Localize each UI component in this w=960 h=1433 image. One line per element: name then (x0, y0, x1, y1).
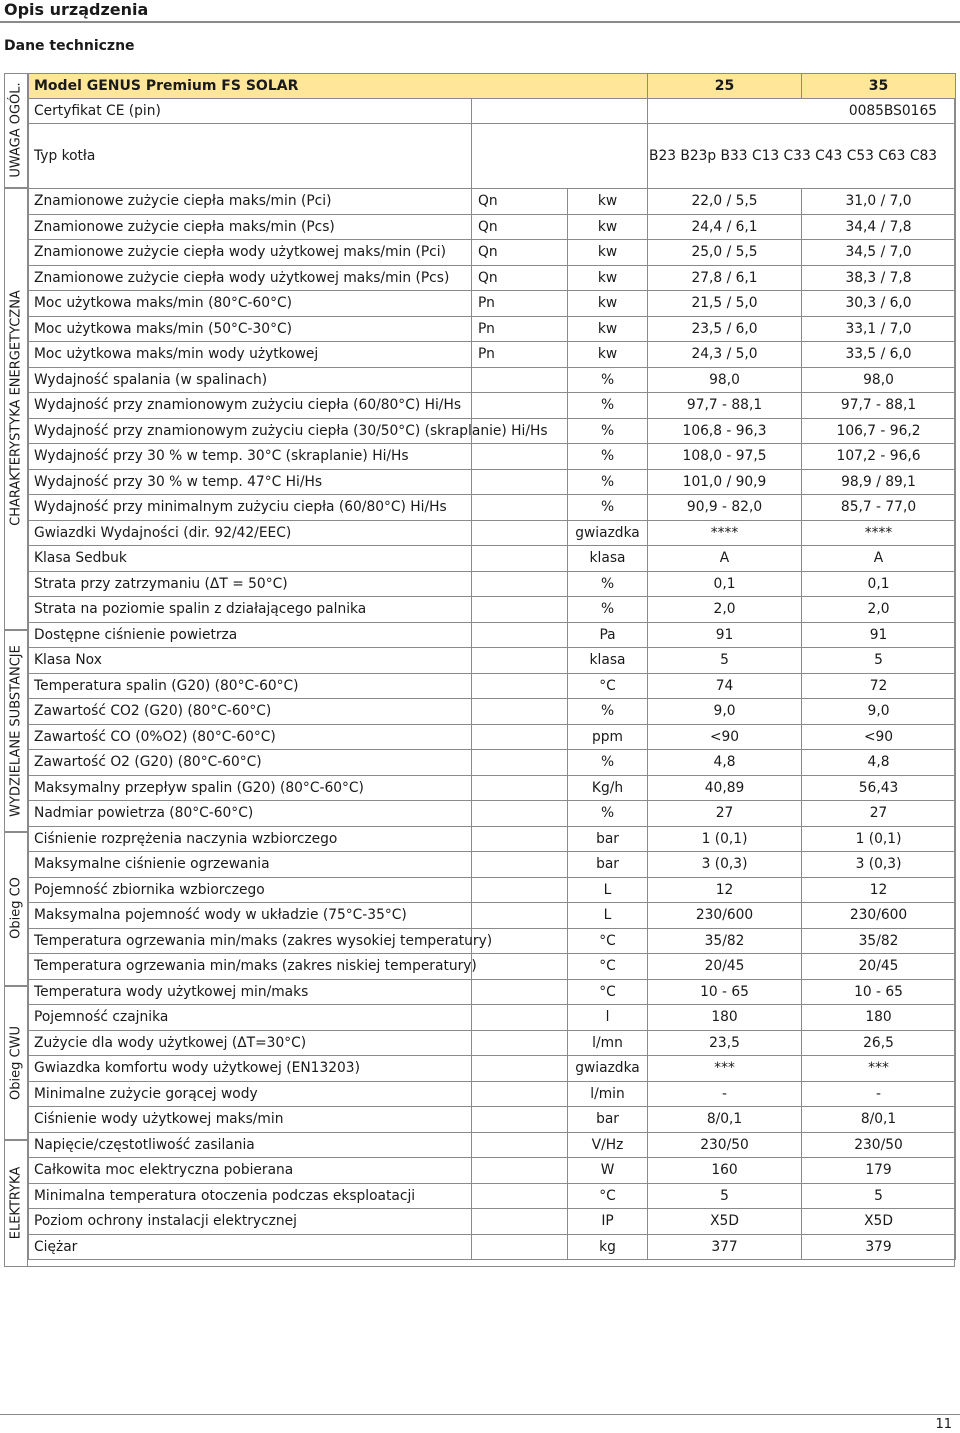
symbol-cell (472, 775, 568, 801)
model-35-header: 35 (802, 74, 956, 99)
boiler-type-value: B23 B23p B33 C13 C33 C43 C53 C63 C83 (648, 124, 956, 189)
parameter-cell: Maksymalna pojemność wody w układzie (75°C-35°C) (29, 903, 472, 929)
value-25-cell: 24,4 / 6,1 (648, 214, 802, 240)
table-row (29, 367, 956, 393)
unit-cell: bar (568, 852, 648, 878)
value-25-cell: 180 (648, 1005, 802, 1031)
parameter-cell: Strata na poziomie spalin z działającego palnika (29, 597, 472, 623)
parameter-cell: Minimalna temperatura otoczenia podczas eksploatacji (29, 1183, 472, 1209)
symbol-cell: Qn (472, 265, 568, 291)
unit-cell: kw (568, 214, 648, 240)
parameter-cell: Klasa Sedbuk (29, 546, 472, 572)
symbol-cell (472, 520, 568, 546)
value-35-cell: 12 (802, 877, 956, 903)
symbol-cell (472, 1209, 568, 1235)
parameter-cell: Temperatura ogrzewania min/maks (zakres niskiej temperatury) (29, 954, 472, 980)
symbol-cell (472, 1030, 568, 1056)
table-row (29, 316, 956, 342)
table-row (29, 291, 956, 317)
table-row (29, 520, 956, 546)
table-row (29, 852, 956, 878)
symbol-cell (472, 1132, 568, 1158)
value-35-cell: 98,9 / 89,1 (802, 469, 956, 495)
value-25-cell: 90,9 - 82,0 (648, 495, 802, 521)
parameter-cell: Znamionowe zużycie ciepła wody użytkowej maks/min (Pcs) (29, 265, 472, 291)
value-35-cell: 5 (802, 1183, 956, 1209)
value-35-cell: 5 (802, 648, 956, 674)
value-35-cell: X5D (802, 1209, 956, 1235)
value-35-cell: 56,43 (802, 775, 956, 801)
table-row (29, 724, 956, 750)
value-35-cell: 35/82 (802, 928, 956, 954)
value-35-cell: 0,1 (802, 571, 956, 597)
value-35-cell: 38,3 / 7,8 (802, 265, 956, 291)
unit-cell: l (568, 1005, 648, 1031)
table-row (29, 673, 956, 699)
symbol-cell (472, 571, 568, 597)
unit-cell: % (568, 495, 648, 521)
symbol-cell (472, 699, 568, 725)
footer-divider (0, 1414, 960, 1415)
value-35-cell: 98,0 (802, 367, 956, 393)
symbol-cell (472, 750, 568, 776)
table-row (29, 954, 956, 980)
symbol-cell (472, 367, 568, 393)
parameter-cell: Maksymalne ciśnienie ogrzewania (29, 852, 472, 878)
value-25-cell: 230/50 (648, 1132, 802, 1158)
value-35-cell: 72 (802, 673, 956, 699)
symbol-cell (472, 1234, 568, 1260)
value-35-cell: 107,2 - 96,6 (802, 444, 956, 470)
boiler-type-label: Typ kotła (29, 124, 472, 189)
parameter-cell: Dostępne ciśnienie powietrza (29, 622, 472, 648)
symbol-cell (472, 648, 568, 674)
unit-cell: bar (568, 1107, 648, 1133)
parameter-cell: Wydajność spalania (w spalinach) (29, 367, 472, 393)
table-row (29, 444, 956, 470)
value-25-cell: 2,0 (648, 597, 802, 623)
unit-cell: L (568, 903, 648, 929)
table-row (29, 342, 956, 368)
symbol-cell: Qn (472, 189, 568, 215)
unit-cell: klasa (568, 546, 648, 572)
value-35-cell: 33,1 / 7,0 (802, 316, 956, 342)
parameter-cell: Gwiazdki Wydajności (dir. 92/42/EEC) (29, 520, 472, 546)
symbol-cell (472, 444, 568, 470)
symbol-cell (472, 546, 568, 572)
symbol-cell (472, 495, 568, 521)
parameter-cell: Nadmiar powietrza (80°C-60°C) (29, 801, 472, 827)
table-row (29, 240, 956, 266)
table-row (29, 546, 956, 572)
parameter-cell: Wydajność przy 30 % w temp. 30°C (skraplanie) Hi/Hs (29, 444, 472, 470)
value-25-cell: 8/0,1 (648, 1107, 802, 1133)
value-25-cell: **** (648, 520, 802, 546)
table-row (29, 775, 956, 801)
boiler-type-row (29, 124, 956, 189)
value-35-cell: 379 (802, 1234, 956, 1260)
unit-cell: % (568, 393, 648, 419)
value-35-cell: 33,5 / 6,0 (802, 342, 956, 368)
value-25-cell: 101,0 / 90,9 (648, 469, 802, 495)
value-25-cell: 230/600 (648, 903, 802, 929)
value-25-cell: 106,8 - 96,3 (648, 418, 802, 444)
parameter-cell: Temperatura wody użytkowej min/maks (29, 979, 472, 1005)
symbol-cell (472, 1107, 568, 1133)
section-label-general: UWAGA OGÓL. (8, 82, 24, 178)
parameter-cell: Ciężar (29, 1234, 472, 1260)
value-35-cell: *** (802, 1056, 956, 1082)
technical-data-table (28, 73, 956, 1260)
parameter-cell: Temperatura ogrzewania min/maks (zakres wysokiej temperatury) (29, 928, 472, 954)
value-35-cell: 30,3 / 6,0 (802, 291, 956, 317)
value-35-cell: 97,7 - 88,1 (802, 393, 956, 419)
parameter-cell: Poziom ochrony instalacji elektrycznej (29, 1209, 472, 1235)
value-25-cell: 377 (648, 1234, 802, 1260)
parameter-cell: Gwiazdka komfortu wody użytkowej (EN13203) (29, 1056, 472, 1082)
symbol-cell (472, 903, 568, 929)
unit-cell: % (568, 418, 648, 444)
parameter-cell: Moc użytkowa maks/min (50°C-30°C) (29, 316, 472, 342)
parameter-cell: Ciśnienie rozprężenia naczynia wzbiorczego (29, 826, 472, 852)
page-number: 11 (935, 1417, 952, 1432)
value-35-cell: 31,0 / 7,0 (802, 189, 956, 215)
value-35-cell: <90 (802, 724, 956, 750)
value-35-cell: 230/50 (802, 1132, 956, 1158)
unit-cell: % (568, 597, 648, 623)
table-row (29, 1183, 956, 1209)
table-row (29, 1209, 956, 1235)
value-25-cell: 74 (648, 673, 802, 699)
symbol-cell (472, 1183, 568, 1209)
symbol-cell (472, 877, 568, 903)
table-row (29, 979, 956, 1005)
unit-cell: ppm (568, 724, 648, 750)
certificate-value: 0085BS0165 (648, 99, 956, 124)
symbol-cell (472, 469, 568, 495)
unit-cell: IP (568, 1209, 648, 1235)
parameter-cell: Napięcie/częstotliwość zasilania (29, 1132, 472, 1158)
value-25-cell: 108,0 - 97,5 (648, 444, 802, 470)
value-25-cell: 35/82 (648, 928, 802, 954)
table-row (29, 699, 956, 725)
value-35-cell: 20/45 (802, 954, 956, 980)
unit-cell: W (568, 1158, 648, 1184)
unit-cell: % (568, 469, 648, 495)
unit-cell: gwiazdka (568, 520, 648, 546)
value-35-cell: 27 (802, 801, 956, 827)
value-35-cell: 9,0 (802, 699, 956, 725)
parameter-cell: Temperatura spalin (G20) (80°C-60°C) (29, 673, 472, 699)
value-25-cell: 0,1 (648, 571, 802, 597)
value-25-cell: 27,8 / 6,1 (648, 265, 802, 291)
value-25-cell: A (648, 546, 802, 572)
value-35-cell: - (802, 1081, 956, 1107)
symbol-cell (472, 1056, 568, 1082)
symbol-cell: Qn (472, 214, 568, 240)
unit-cell: kw (568, 342, 648, 368)
value-25-cell: 23,5 (648, 1030, 802, 1056)
table-row (29, 1234, 956, 1260)
unit-cell: Pa (568, 622, 648, 648)
table-row (29, 928, 956, 954)
parameter-cell: Maksymalny przepływ spalin (G20) (80°C-60°C) (29, 775, 472, 801)
value-35-cell: 230/600 (802, 903, 956, 929)
certificate-label: Certyfikat CE (pin) (29, 99, 472, 124)
unit-cell: °C (568, 1183, 648, 1209)
table-row (29, 214, 956, 240)
unit-cell: % (568, 444, 648, 470)
unit-cell: °C (568, 979, 648, 1005)
table-row (29, 571, 956, 597)
certificate-row (29, 99, 956, 124)
value-35-cell: 2,0 (802, 597, 956, 623)
value-35-cell: 106,7 - 96,2 (802, 418, 956, 444)
symbol-cell (472, 852, 568, 878)
parameter-cell: Moc użytkowa maks/min (80°C-60°C) (29, 291, 472, 317)
value-25-cell: 25,0 / 5,5 (648, 240, 802, 266)
model-25-header: 25 (648, 74, 802, 99)
parameter-cell: Wydajność przy znamionowym zużyciu ciepła (30/50°C) (skraplanie) Hi/Hs (29, 418, 472, 444)
table-row (29, 903, 956, 929)
symbol-cell (472, 673, 568, 699)
table-row (29, 597, 956, 623)
value-25-cell: 4,8 (648, 750, 802, 776)
symbol-cell (472, 826, 568, 852)
unit-cell: gwiazdka (568, 1056, 648, 1082)
value-35-cell: A (802, 546, 956, 572)
table-row (29, 1107, 956, 1133)
value-25-cell: 98,0 (648, 367, 802, 393)
value-25-cell: 24,3 / 5,0 (648, 342, 802, 368)
value-35-cell: 10 - 65 (802, 979, 956, 1005)
parameter-cell: Klasa Nox (29, 648, 472, 674)
table-row (29, 826, 956, 852)
parameter-cell: Zużycie dla wody użytkowej (ΔT=30°C) (29, 1030, 472, 1056)
table-row (29, 1056, 956, 1082)
unit-cell: kw (568, 265, 648, 291)
value-25-cell: 21,5 / 5,0 (648, 291, 802, 317)
parameter-cell: Minimalne zużycie gorącej wody (29, 1081, 472, 1107)
parameter-cell: Ciśnienie wody użytkowej maks/min (29, 1107, 472, 1133)
value-35-cell: 91 (802, 622, 956, 648)
unit-cell: °C (568, 928, 648, 954)
parameter-cell: Wydajność przy minimalnym zużyciu ciepła (60/80°C) Hi/Hs (29, 495, 472, 521)
value-25-cell: 5 (648, 648, 802, 674)
unit-cell: l/min (568, 1081, 648, 1107)
value-25-cell: - (648, 1081, 802, 1107)
value-25-cell: 20/45 (648, 954, 802, 980)
value-25-cell: 3 (0,3) (648, 852, 802, 878)
section-label-emissions: WYDZIELANE SUBSTANCJE (8, 645, 24, 817)
value-25-cell: 22,0 / 5,5 (648, 189, 802, 215)
unit-cell: kw (568, 189, 648, 215)
table-row (29, 1158, 956, 1184)
unit-cell: % (568, 367, 648, 393)
model-label: Model GENUS Premium FS SOLAR (29, 74, 648, 99)
value-25-cell: 1 (0,1) (648, 826, 802, 852)
value-35-cell: 1 (0,1) (802, 826, 956, 852)
symbol-cell: Pn (472, 316, 568, 342)
table-row (29, 265, 956, 291)
parameter-cell: Znamionowe zużycie ciepła maks/min (Pcs) (29, 214, 472, 240)
parameter-cell: Znamionowe zużycie ciepła wody użytkowej maks/min (Pci) (29, 240, 472, 266)
parameter-cell: Moc użytkowa maks/min wody użytkowej (29, 342, 472, 368)
parameter-cell: Strata przy zatrzymaniu (ΔT = 50°C) (29, 571, 472, 597)
parameter-cell: Pojemność zbiornika wzbiorczego (29, 877, 472, 903)
table-row (29, 418, 956, 444)
unit-cell: V/Hz (568, 1132, 648, 1158)
unit-cell: kw (568, 240, 648, 266)
section-label-heating: Obieg CO (8, 877, 24, 939)
table-row (29, 393, 956, 419)
value-35-cell: 3 (0,3) (802, 852, 956, 878)
value-25-cell: 27 (648, 801, 802, 827)
symbol-cell (472, 801, 568, 827)
table-row (29, 877, 956, 903)
table-row (29, 1081, 956, 1107)
value-35-cell: 34,4 / 7,8 (802, 214, 956, 240)
value-25-cell: 12 (648, 877, 802, 903)
unit-cell: klasa (568, 648, 648, 674)
value-25-cell: 97,7 - 88,1 (648, 393, 802, 419)
symbol-cell (472, 597, 568, 623)
unit-cell: kg (568, 1234, 648, 1260)
symbol-cell (472, 724, 568, 750)
table-row (29, 495, 956, 521)
table-row (29, 189, 956, 215)
unit-cell: % (568, 801, 648, 827)
table-row (29, 1005, 956, 1031)
symbol-cell (472, 393, 568, 419)
value-35-cell: 34,5 / 7,0 (802, 240, 956, 266)
table-row (29, 750, 956, 776)
section-label-energy: CHARAKTERYSTYKA ENERGETYCZNA (8, 290, 24, 526)
value-35-cell: 26,5 (802, 1030, 956, 1056)
value-35-cell: **** (802, 520, 956, 546)
value-25-cell: *** (648, 1056, 802, 1082)
parameter-cell: Zawartość O2 (G20) (80°C-60°C) (29, 750, 472, 776)
unit-cell: l/mn (568, 1030, 648, 1056)
symbol-cell (472, 622, 568, 648)
value-25-cell: 91 (648, 622, 802, 648)
symbol-cell: Pn (472, 342, 568, 368)
table-row (29, 1132, 956, 1158)
table-row (29, 469, 956, 495)
symbol-cell: Pn (472, 291, 568, 317)
symbol-cell (472, 954, 568, 980)
value-25-cell: 40,89 (648, 775, 802, 801)
section-label-electric: ELEKTRYKA (8, 1166, 24, 1240)
value-25-cell: <90 (648, 724, 802, 750)
parameter-cell: Całkowita moc elektryczna pobierana (29, 1158, 472, 1184)
unit-cell: bar (568, 826, 648, 852)
boiler-type-spacer (472, 124, 648, 189)
value-35-cell: 85,7 - 77,0 (802, 495, 956, 521)
value-25-cell: 23,5 / 6,0 (648, 316, 802, 342)
value-25-cell: X5D (648, 1209, 802, 1235)
page-title: Opis urządzenia (4, 0, 149, 19)
unit-cell: °C (568, 954, 648, 980)
certificate-spacer (472, 99, 648, 124)
title-divider (0, 21, 960, 23)
unit-cell: % (568, 750, 648, 776)
value-35-cell: 180 (802, 1005, 956, 1031)
parameter-cell: Pojemność czajnika (29, 1005, 472, 1031)
unit-cell: kw (568, 291, 648, 317)
section-label-hot-water: Obieg CWU (8, 1026, 24, 1100)
symbol-cell (472, 1081, 568, 1107)
unit-cell: L (568, 877, 648, 903)
value-35-cell: 8/0,1 (802, 1107, 956, 1133)
symbol-cell (472, 1005, 568, 1031)
parameter-cell: Wydajność przy znamionowym zużyciu ciepła (60/80°C) Hi/Hs (29, 393, 472, 419)
unit-cell: Kg/h (568, 775, 648, 801)
table-row (29, 801, 956, 827)
unit-cell: °C (568, 673, 648, 699)
value-25-cell: 10 - 65 (648, 979, 802, 1005)
symbol-cell (472, 979, 568, 1005)
table-header-row (29, 74, 956, 99)
table-row (29, 648, 956, 674)
unit-cell: % (568, 571, 648, 597)
parameter-cell: Zawartość CO2 (G20) (80°C-60°C) (29, 699, 472, 725)
table-row (29, 1030, 956, 1056)
value-25-cell: 9,0 (648, 699, 802, 725)
parameter-cell: Znamionowe zużycie ciepła maks/min (Pci) (29, 189, 472, 215)
unit-cell: kw (568, 316, 648, 342)
value-25-cell: 160 (648, 1158, 802, 1184)
parameter-cell: Zawartość CO (0%O2) (80°C-60°C) (29, 724, 472, 750)
value-35-cell: 4,8 (802, 750, 956, 776)
table-row (29, 622, 956, 648)
symbol-cell: Qn (472, 240, 568, 266)
parameter-cell: Wydajność przy 30 % w temp. 47°C Hi/Hs (29, 469, 472, 495)
value-25-cell: 5 (648, 1183, 802, 1209)
symbol-cell (472, 1158, 568, 1184)
section-subtitle: Dane techniczne (4, 38, 135, 54)
unit-cell: % (568, 699, 648, 725)
value-35-cell: 179 (802, 1158, 956, 1184)
